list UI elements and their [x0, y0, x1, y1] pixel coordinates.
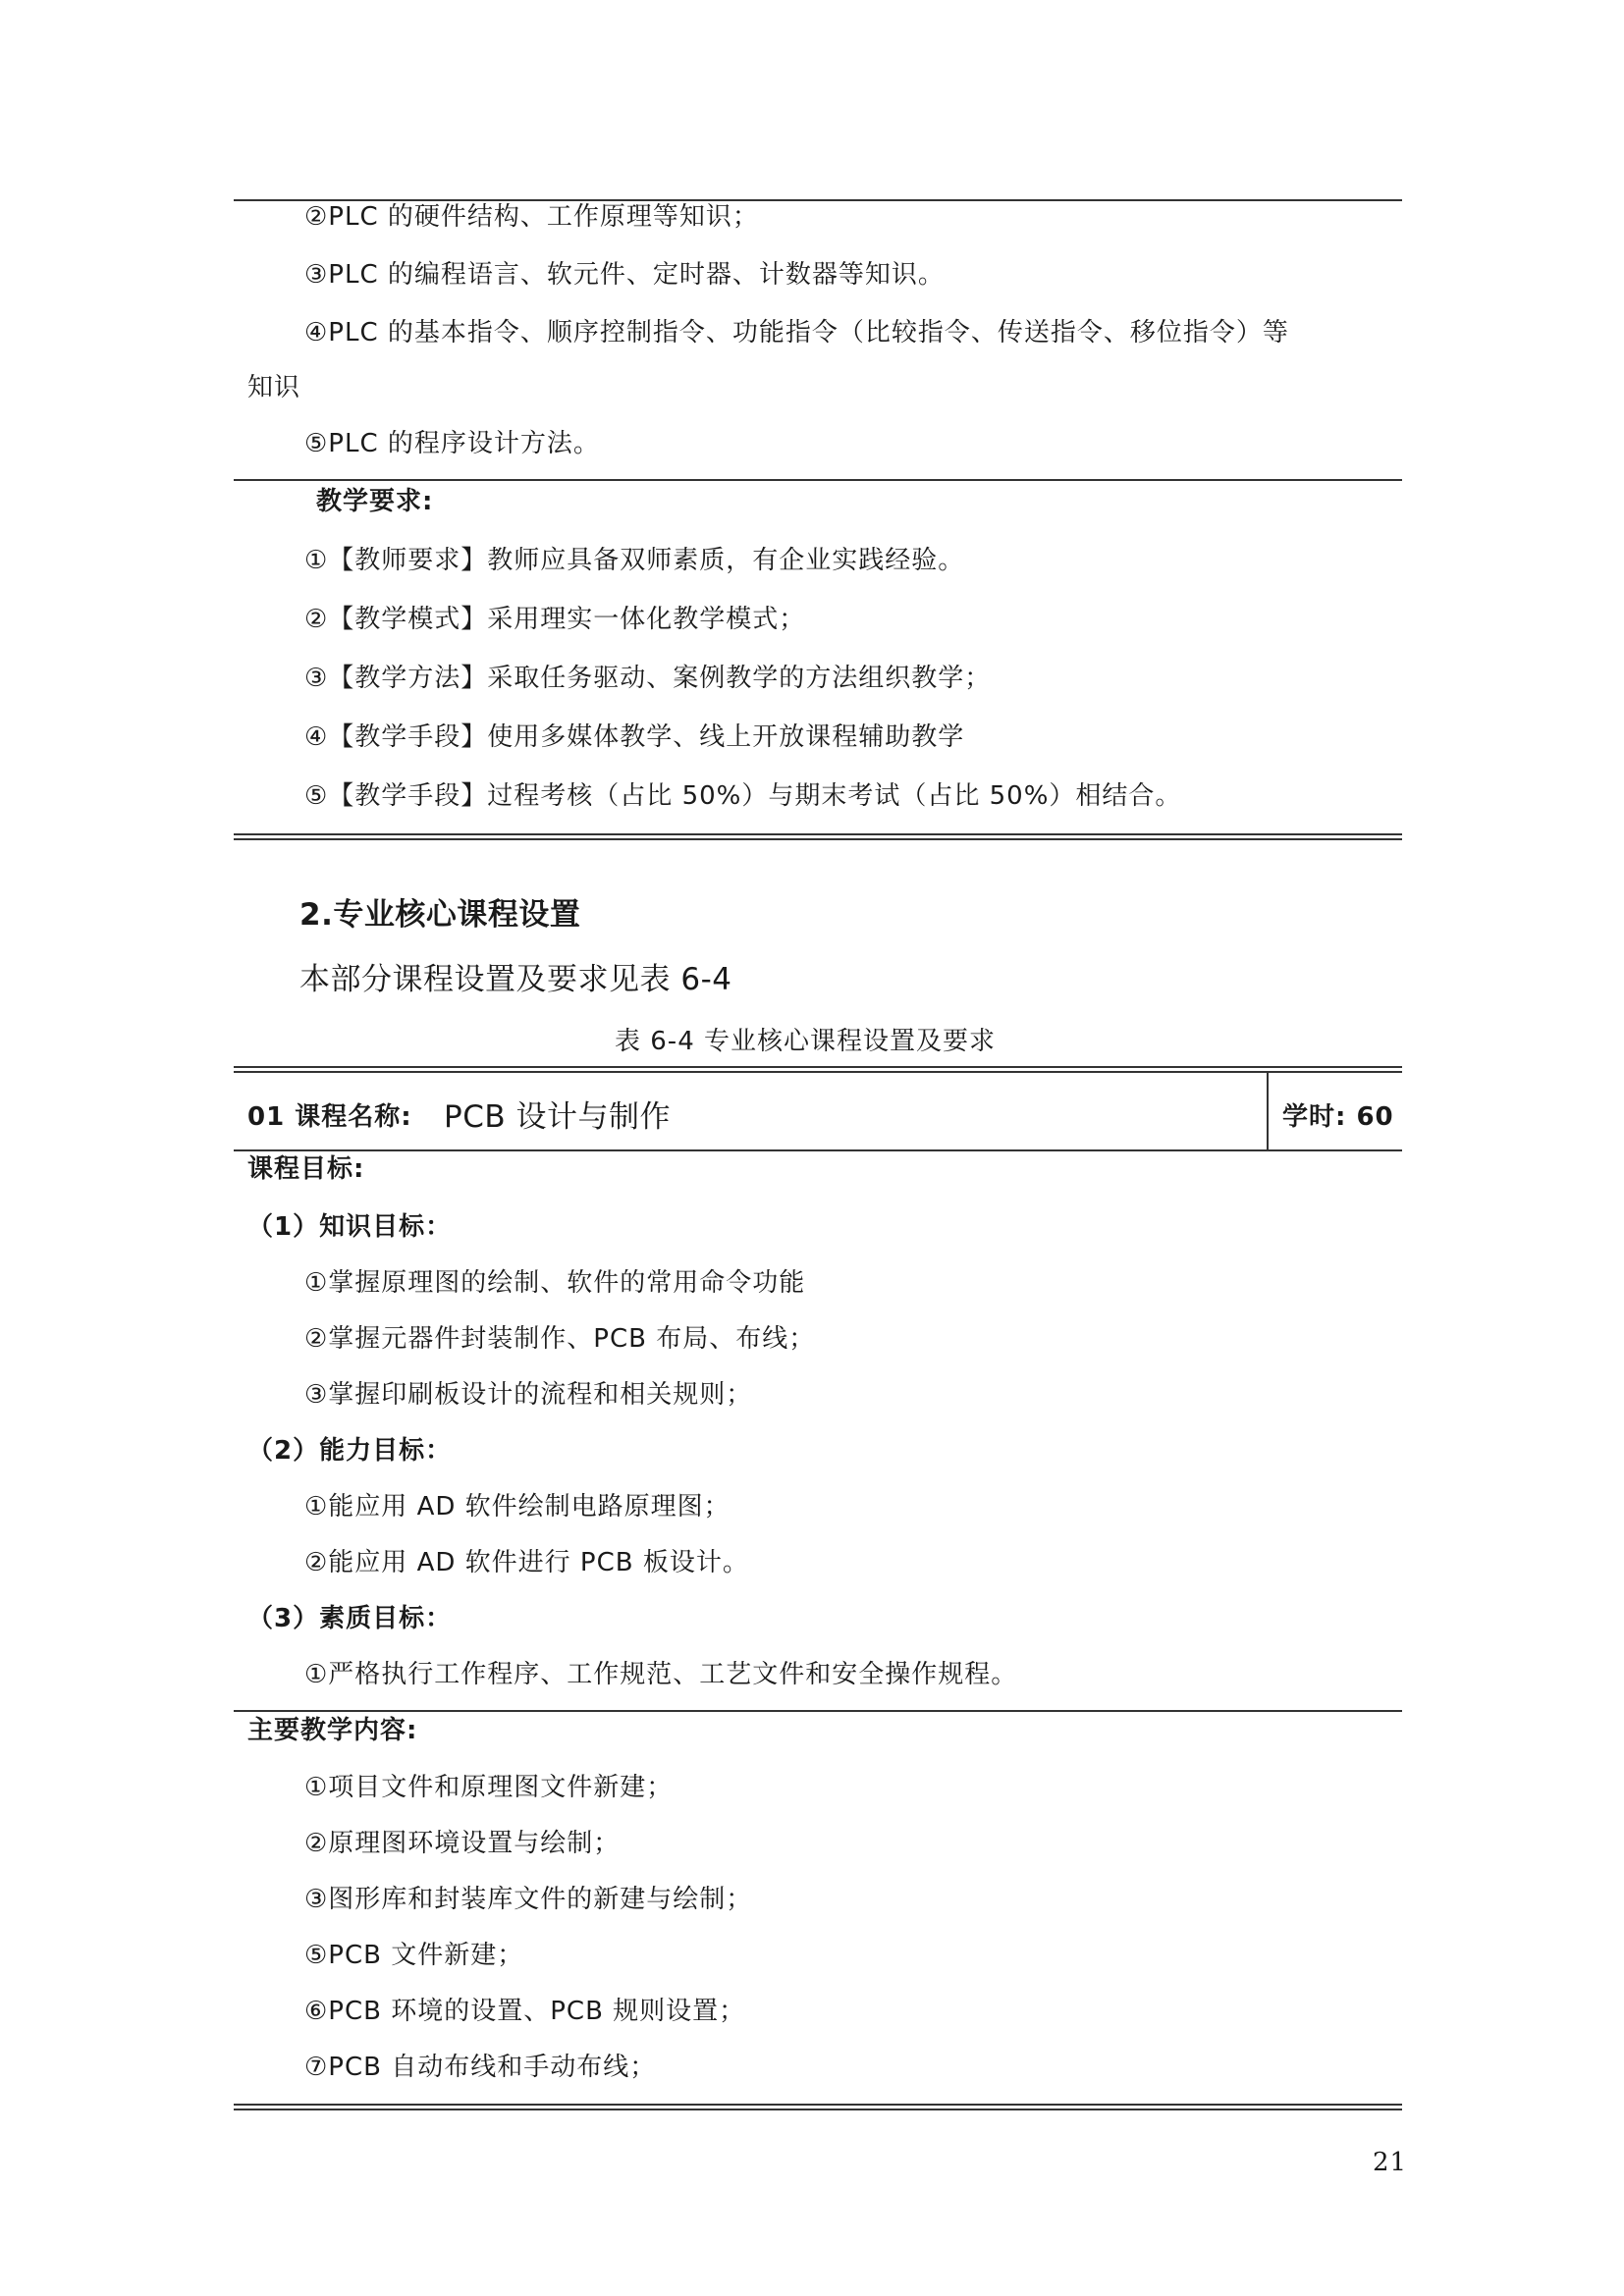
- list-item: ②PLC 的硬件结构、工作原理等知识；: [304, 202, 759, 232]
- knowledge-goals-title: （1）知识目标：: [247, 1212, 453, 1242]
- table-bottom-rule: [234, 833, 1402, 835]
- course-hours: 学时: 60: [1282, 1102, 1394, 1132]
- content-title: 主要教学内容:: [247, 1716, 418, 1745]
- list-item-continuation: 知识: [247, 373, 301, 402]
- section-intro: 本部分课程设置及要求见表 6-4: [299, 962, 732, 997]
- ability-goals-title: （2）能力目标：: [247, 1436, 453, 1466]
- row-divider: [234, 1710, 1402, 1712]
- course-label: 01 课程名称:: [247, 1102, 412, 1132]
- table-caption: 表 6-4 专业核心课程设置及要求: [615, 1027, 996, 1056]
- list-item: ②能应用 AD 软件进行 PCB 板设计。: [304, 1548, 749, 1577]
- list-item: ①掌握原理图的绘制、软件的常用命令功能: [304, 1268, 806, 1298]
- list-item: ③【教学方法】采取任务驱动、案例教学的方法组织教学；: [304, 664, 992, 693]
- teaching-requirements-title: 教学要求:: [316, 487, 434, 516]
- list-item: ②原理图环境设置与绘制；: [304, 1829, 621, 1858]
- table-top-rule-double: [234, 1071, 1402, 1073]
- list-item: ⑤PLC 的程序设计方法。: [304, 429, 600, 458]
- table-bottom-rule-double: [234, 2109, 1402, 2110]
- goals-title: 课程目标:: [247, 1154, 365, 1184]
- quality-goals-title: （3）素质目标：: [247, 1604, 453, 1633]
- list-item: ⑦PCB 自动布线和手动布线；: [304, 2053, 657, 2082]
- list-item: ②掌握元器件封装制作、PCB 布局、布线；: [304, 1324, 816, 1354]
- list-item: ③PLC 的编程语言、软元件、定时器、计数器等知识。: [304, 260, 945, 290]
- list-item: ③图形库和封装库文件的新建与绘制；: [304, 1885, 753, 1914]
- list-item: ⑥PCB 环境的设置、PCB 规则设置；: [304, 1997, 746, 2026]
- list-item: ①严格执行工作程序、工作规范、工艺文件和安全操作规程。: [304, 1660, 1018, 1689]
- row-divider: [234, 1149, 1402, 1151]
- table-top-rule: [234, 1066, 1402, 1068]
- list-item: ①项目文件和原理图文件新建；: [304, 1773, 674, 1802]
- list-item: ④PLC 的基本指令、顺序控制指令、功能指令（比较指令、传送指令、移位指令）等: [304, 318, 1289, 347]
- list-item: ②【教学模式】采用理实一体化教学模式；: [304, 605, 806, 634]
- table-bottom-rule-double: [234, 838, 1402, 840]
- list-item: ⑤PCB 文件新建；: [304, 1941, 524, 1970]
- list-item: ④【教学手段】使用多媒体教学、线上开放课程辅助教学: [304, 722, 965, 752]
- cell-divider: [1267, 1073, 1269, 1149]
- list-item: ①【教师要求】教师应具备双师素质，有企业实践经验。: [304, 546, 965, 575]
- list-item: ①能应用 AD 软件绘制电路原理图；: [304, 1492, 731, 1522]
- section-divider: [234, 479, 1402, 481]
- section-heading: 2.专业核心课程设置: [299, 897, 581, 933]
- page-number: 21: [1373, 2148, 1408, 2177]
- list-item: ⑤【教学手段】过程考核（占比 50%）与期末考试（占比 50%）相结合。: [304, 781, 1182, 811]
- list-item: ③掌握印刷板设计的流程和相关规则；: [304, 1380, 753, 1410]
- table-bottom-rule: [234, 2104, 1402, 2106]
- course-name: PCB 设计与制作: [444, 1099, 671, 1135]
